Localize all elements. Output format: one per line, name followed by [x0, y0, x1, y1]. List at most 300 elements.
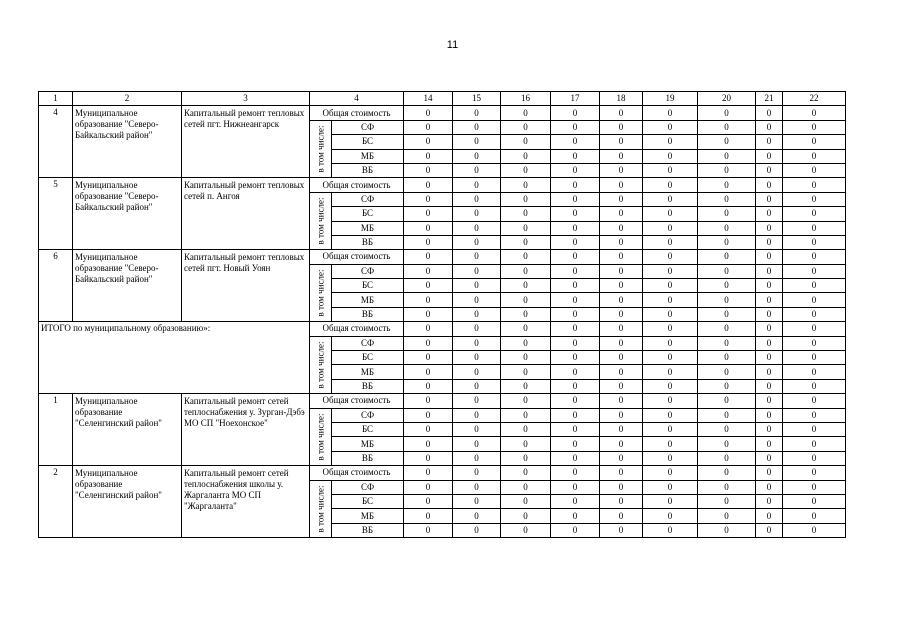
value-cell: 0: [551, 307, 600, 321]
fund-label: МБ: [332, 221, 404, 235]
fund-label: БС: [332, 494, 404, 508]
value-cell: 0: [551, 235, 600, 249]
header-cell: 2: [73, 92, 182, 106]
value-cell: 0: [698, 235, 756, 249]
value-cell: 0: [600, 322, 643, 336]
value-cell: 0: [756, 221, 783, 235]
value-cell: 0: [698, 480, 756, 494]
header-cell: 18: [600, 92, 643, 106]
value-cell: 0: [756, 494, 783, 508]
value-cell: 0: [756, 279, 783, 293]
value-cell: 0: [404, 509, 453, 523]
value-cell: 0: [643, 379, 698, 393]
value-cell: 0: [501, 523, 551, 537]
value-cell: 0: [643, 437, 698, 451]
value-cell: 0: [643, 163, 698, 177]
value-cell: 0: [404, 466, 453, 480]
value-cell: 0: [643, 250, 698, 264]
value-cell: 0: [783, 250, 846, 264]
value-cell: 0: [501, 250, 551, 264]
value-cell: 0: [698, 135, 756, 149]
value-cell: 0: [551, 120, 600, 134]
value-cell: 0: [643, 466, 698, 480]
value-cell: 0: [600, 135, 643, 149]
value-cell: 0: [756, 394, 783, 408]
value-cell: 0: [643, 422, 698, 436]
object-name: Капитальный ремонт тепловых сетей пгт. Нижнеангарск: [182, 106, 310, 178]
value-cell: 0: [698, 422, 756, 436]
value-cell: 0: [551, 466, 600, 480]
value-cell: 0: [643, 509, 698, 523]
value-cell: 0: [783, 135, 846, 149]
value-cell: 0: [783, 523, 846, 537]
value-cell: 0: [600, 279, 643, 293]
value-cell: 0: [404, 279, 453, 293]
row-number: 6: [39, 250, 73, 322]
value-cell: 0: [404, 336, 453, 350]
value-cell: 0: [501, 207, 551, 221]
total-cost-label: Общая стоимость: [310, 250, 404, 264]
table-row: [39, 466, 846, 480]
value-cell: 0: [783, 494, 846, 508]
value-cell: 0: [698, 106, 756, 120]
value-cell: 0: [756, 480, 783, 494]
fund-label: СФ: [332, 336, 404, 350]
value-cell: 0: [453, 509, 501, 523]
value-cell: 0: [756, 351, 783, 365]
value-cell: 0: [783, 178, 846, 192]
value-cell: 0: [756, 379, 783, 393]
header-row: [39, 92, 846, 106]
value-cell: 0: [501, 106, 551, 120]
header-cell: 3: [182, 92, 310, 106]
value-cell: 0: [783, 480, 846, 494]
value-cell: 0: [551, 135, 600, 149]
value-cell: 0: [453, 163, 501, 177]
value-cell: 0: [756, 293, 783, 307]
value-cell: 0: [551, 264, 600, 278]
value-cell: 0: [404, 494, 453, 508]
value-cell: 0: [698, 379, 756, 393]
value-cell: 0: [643, 293, 698, 307]
fund-label: БС: [332, 351, 404, 365]
value-cell: 0: [404, 480, 453, 494]
value-cell: 0: [698, 120, 756, 134]
value-cell: 0: [453, 221, 501, 235]
value-cell: 0: [501, 480, 551, 494]
value-cell: 0: [783, 408, 846, 422]
value-cell: 0: [404, 351, 453, 365]
value-cell: 0: [783, 279, 846, 293]
value-cell: 0: [501, 149, 551, 163]
table-row: [39, 178, 846, 192]
value-cell: 0: [404, 106, 453, 120]
value-cell: 0: [551, 178, 600, 192]
municipality-name: Муниципальное образование "Северо-Байкальский район": [73, 106, 182, 178]
value-cell: 0: [404, 235, 453, 249]
fund-label: СФ: [332, 408, 404, 422]
value-cell: 0: [783, 466, 846, 480]
value-cell: 0: [783, 394, 846, 408]
value-cell: 0: [698, 466, 756, 480]
value-cell: 0: [643, 351, 698, 365]
value-cell: 0: [453, 466, 501, 480]
value-cell: 0: [501, 365, 551, 379]
fund-label: МБ: [332, 509, 404, 523]
value-cell: 0: [643, 264, 698, 278]
value-cell: 0: [551, 379, 600, 393]
value-cell: 0: [453, 235, 501, 249]
value-cell: 0: [600, 351, 643, 365]
value-cell: 0: [600, 163, 643, 177]
value-cell: 0: [453, 192, 501, 206]
value-cell: 0: [453, 523, 501, 537]
value-cell: 0: [600, 451, 643, 465]
municipality-name: Муниципальное образование "Селенгинский район": [73, 466, 182, 538]
value-cell: 0: [501, 221, 551, 235]
value-cell: 0: [551, 408, 600, 422]
including-label-cell: [310, 408, 332, 466]
value-cell: 0: [698, 336, 756, 350]
value-cell: 0: [453, 365, 501, 379]
value-cell: 0: [404, 365, 453, 379]
value-cell: 0: [453, 451, 501, 465]
object-name: Капитальный ремонт сетей теплоснабжения школы у. Жаргаланта МО СП "Жаргаланта": [182, 466, 310, 538]
value-cell: 0: [698, 149, 756, 163]
value-cell: 0: [698, 523, 756, 537]
value-cell: 0: [698, 322, 756, 336]
value-cell: 0: [404, 451, 453, 465]
value-cell: 0: [404, 422, 453, 436]
value-cell: 0: [783, 336, 846, 350]
value-cell: 0: [404, 207, 453, 221]
value-cell: 0: [756, 264, 783, 278]
total-cost-label: Общая стоимость: [310, 322, 404, 336]
value-cell: 0: [600, 106, 643, 120]
value-cell: 0: [600, 221, 643, 235]
value-cell: 0: [698, 192, 756, 206]
fund-label: ВБ: [332, 307, 404, 321]
value-cell: 0: [551, 523, 600, 537]
value-cell: 0: [404, 149, 453, 163]
value-cell: 0: [453, 106, 501, 120]
municipality-name: Муниципальное образование "Северо-Байкальский район": [73, 178, 182, 250]
value-cell: 0: [756, 365, 783, 379]
including-label: в том числе:: [315, 197, 325, 245]
value-cell: 0: [600, 178, 643, 192]
value-cell: 0: [453, 293, 501, 307]
value-cell: 0: [551, 494, 600, 508]
value-cell: 0: [643, 178, 698, 192]
value-cell: 0: [453, 336, 501, 350]
value-cell: 0: [698, 365, 756, 379]
total-cost-label: Общая стоимость: [310, 106, 404, 120]
fund-label: СФ: [332, 120, 404, 134]
value-cell: 0: [551, 149, 600, 163]
value-cell: 0: [501, 422, 551, 436]
header-cell: 21: [756, 92, 783, 106]
value-cell: 0: [600, 365, 643, 379]
value-cell: 0: [783, 307, 846, 321]
value-cell: 0: [600, 523, 643, 537]
total-cost-label: Общая стоимость: [310, 394, 404, 408]
value-cell: 0: [643, 120, 698, 134]
value-cell: 0: [756, 235, 783, 249]
value-cell: 0: [783, 509, 846, 523]
value-cell: 0: [756, 523, 783, 537]
value-cell: 0: [756, 135, 783, 149]
municipality-name: Муниципальное образование "Северо-Байкальский район": [73, 250, 182, 322]
value-cell: 0: [453, 135, 501, 149]
value-cell: 0: [501, 135, 551, 149]
including-label: в том числе:: [315, 485, 325, 533]
value-cell: 0: [404, 394, 453, 408]
value-cell: 0: [643, 221, 698, 235]
value-cell: 0: [698, 264, 756, 278]
value-cell: 0: [600, 235, 643, 249]
row-number: 2: [39, 466, 73, 538]
value-cell: 0: [501, 466, 551, 480]
table-row: [39, 250, 846, 264]
fund-label: СФ: [332, 480, 404, 494]
value-cell: 0: [600, 494, 643, 508]
value-cell: 0: [453, 379, 501, 393]
value-cell: 0: [453, 307, 501, 321]
value-cell: 0: [453, 120, 501, 134]
value-cell: 0: [756, 408, 783, 422]
value-cell: 0: [783, 437, 846, 451]
value-cell: 0: [600, 264, 643, 278]
including-label: в том числе:: [315, 413, 325, 461]
fund-label: МБ: [332, 293, 404, 307]
table-row: [39, 106, 846, 120]
header-cell: 17: [551, 92, 600, 106]
value-cell: 0: [783, 451, 846, 465]
value-cell: 0: [698, 307, 756, 321]
including-label-cell: [310, 336, 332, 394]
value-cell: 0: [698, 178, 756, 192]
value-cell: 0: [501, 192, 551, 206]
value-cell: 0: [551, 192, 600, 206]
value-cell: 0: [551, 480, 600, 494]
value-cell: 0: [404, 408, 453, 422]
value-cell: 0: [453, 264, 501, 278]
value-cell: 0: [698, 279, 756, 293]
total-cost-label: Общая стоимость: [310, 178, 404, 192]
table-row: [39, 322, 846, 336]
value-cell: 0: [551, 106, 600, 120]
value-cell: 0: [404, 307, 453, 321]
value-cell: 0: [756, 437, 783, 451]
value-cell: 0: [501, 264, 551, 278]
fund-label: МБ: [332, 437, 404, 451]
value-cell: 0: [551, 451, 600, 465]
value-cell: 0: [783, 351, 846, 365]
value-cell: 0: [501, 351, 551, 365]
header-cell: 4: [310, 92, 404, 106]
including-label-cell: [310, 264, 332, 322]
row-number: 1: [39, 394, 73, 466]
value-cell: 0: [756, 422, 783, 436]
fund-label: МБ: [332, 365, 404, 379]
value-cell: 0: [783, 293, 846, 307]
value-cell: 0: [551, 365, 600, 379]
value-cell: 0: [643, 451, 698, 465]
row-number: 4: [39, 106, 73, 178]
value-cell: 0: [404, 293, 453, 307]
municipality-name: Муниципальное образование "Селенгинский район": [73, 394, 182, 466]
value-cell: 0: [600, 394, 643, 408]
including-label: в том числе:: [315, 269, 325, 317]
value-cell: 0: [783, 264, 846, 278]
header-cell: 15: [453, 92, 501, 106]
value-cell: 0: [501, 494, 551, 508]
value-cell: 0: [756, 207, 783, 221]
value-cell: 0: [643, 336, 698, 350]
fund-label: БС: [332, 422, 404, 436]
value-cell: 0: [600, 336, 643, 350]
value-cell: 0: [643, 480, 698, 494]
value-cell: 0: [698, 250, 756, 264]
value-cell: 0: [783, 379, 846, 393]
value-cell: 0: [551, 322, 600, 336]
value-cell: 0: [600, 422, 643, 436]
including-label-cell: [310, 480, 332, 538]
value-cell: 0: [600, 408, 643, 422]
value-cell: 0: [643, 307, 698, 321]
object-name: Капитальный ремонт тепловых сетей пгт. Новый Уоян: [182, 250, 310, 322]
value-cell: 0: [698, 351, 756, 365]
value-cell: 0: [551, 394, 600, 408]
total-label: ИТОГО по муниципальному образованию»:: [39, 322, 310, 394]
header-cell: 1: [39, 92, 73, 106]
value-cell: 0: [643, 408, 698, 422]
value-cell: 0: [600, 480, 643, 494]
fund-label: СФ: [332, 264, 404, 278]
value-cell: 0: [501, 235, 551, 249]
value-cell: 0: [783, 221, 846, 235]
table-row: [39, 394, 846, 408]
value-cell: 0: [501, 408, 551, 422]
value-cell: 0: [756, 149, 783, 163]
value-cell: 0: [698, 408, 756, 422]
header-cell: 14: [404, 92, 453, 106]
value-cell: 0: [698, 394, 756, 408]
value-cell: 0: [453, 178, 501, 192]
value-cell: 0: [643, 149, 698, 163]
value-cell: 0: [501, 307, 551, 321]
value-cell: 0: [551, 351, 600, 365]
value-cell: 0: [501, 437, 551, 451]
row-number: 5: [39, 178, 73, 250]
value-cell: 0: [643, 235, 698, 249]
value-cell: 0: [551, 250, 600, 264]
value-cell: 0: [453, 149, 501, 163]
value-cell: 0: [600, 250, 643, 264]
value-cell: 0: [551, 221, 600, 235]
value-cell: 0: [643, 365, 698, 379]
including-label-cell: [310, 120, 332, 178]
value-cell: 0: [783, 422, 846, 436]
value-cell: 0: [501, 394, 551, 408]
value-cell: 0: [551, 437, 600, 451]
fund-label: СФ: [332, 192, 404, 206]
value-cell: 0: [783, 365, 846, 379]
value-cell: 0: [643, 192, 698, 206]
including-label-cell: [310, 192, 332, 250]
value-cell: 0: [600, 307, 643, 321]
value-cell: 0: [643, 207, 698, 221]
value-cell: 0: [404, 437, 453, 451]
value-cell: 0: [756, 163, 783, 177]
header-cell: 22: [783, 92, 846, 106]
value-cell: 0: [698, 494, 756, 508]
total-cost-label: Общая стоимость: [310, 466, 404, 480]
value-cell: 0: [783, 235, 846, 249]
value-cell: 0: [783, 120, 846, 134]
value-cell: 0: [783, 106, 846, 120]
value-cell: 0: [756, 250, 783, 264]
value-cell: 0: [600, 207, 643, 221]
value-cell: 0: [600, 379, 643, 393]
value-cell: 0: [501, 336, 551, 350]
value-cell: 0: [756, 307, 783, 321]
value-cell: 0: [501, 279, 551, 293]
value-cell: 0: [404, 221, 453, 235]
value-cell: 0: [453, 437, 501, 451]
value-cell: 0: [404, 523, 453, 537]
value-cell: 0: [453, 250, 501, 264]
value-cell: 0: [756, 120, 783, 134]
value-cell: 0: [453, 394, 501, 408]
value-cell: 0: [600, 437, 643, 451]
value-cell: 0: [551, 422, 600, 436]
including-label: в том числе:: [315, 341, 325, 389]
value-cell: 0: [756, 509, 783, 523]
value-cell: 0: [551, 207, 600, 221]
value-cell: 0: [783, 207, 846, 221]
value-cell: 0: [643, 394, 698, 408]
value-cell: 0: [453, 422, 501, 436]
fund-label: ВБ: [332, 451, 404, 465]
value-cell: 0: [501, 120, 551, 134]
value-cell: 0: [643, 106, 698, 120]
including-label: в том числе:: [315, 125, 325, 173]
value-cell: 0: [600, 466, 643, 480]
value-cell: 0: [551, 336, 600, 350]
value-cell: 0: [551, 279, 600, 293]
value-cell: 0: [404, 379, 453, 393]
value-cell: 0: [404, 264, 453, 278]
fund-label: МБ: [332, 149, 404, 163]
value-cell: 0: [698, 451, 756, 465]
value-cell: 0: [501, 379, 551, 393]
value-cell: 0: [404, 322, 453, 336]
value-cell: 0: [756, 322, 783, 336]
value-cell: 0: [501, 178, 551, 192]
value-cell: 0: [643, 279, 698, 293]
value-cell: 0: [453, 322, 501, 336]
value-cell: 0: [643, 494, 698, 508]
value-cell: 0: [453, 207, 501, 221]
header-cell: 19: [643, 92, 698, 106]
value-cell: 0: [600, 120, 643, 134]
value-cell: 0: [551, 509, 600, 523]
value-cell: 0: [404, 163, 453, 177]
fund-label: БС: [332, 135, 404, 149]
header-cell: 16: [501, 92, 551, 106]
value-cell: 0: [783, 149, 846, 163]
